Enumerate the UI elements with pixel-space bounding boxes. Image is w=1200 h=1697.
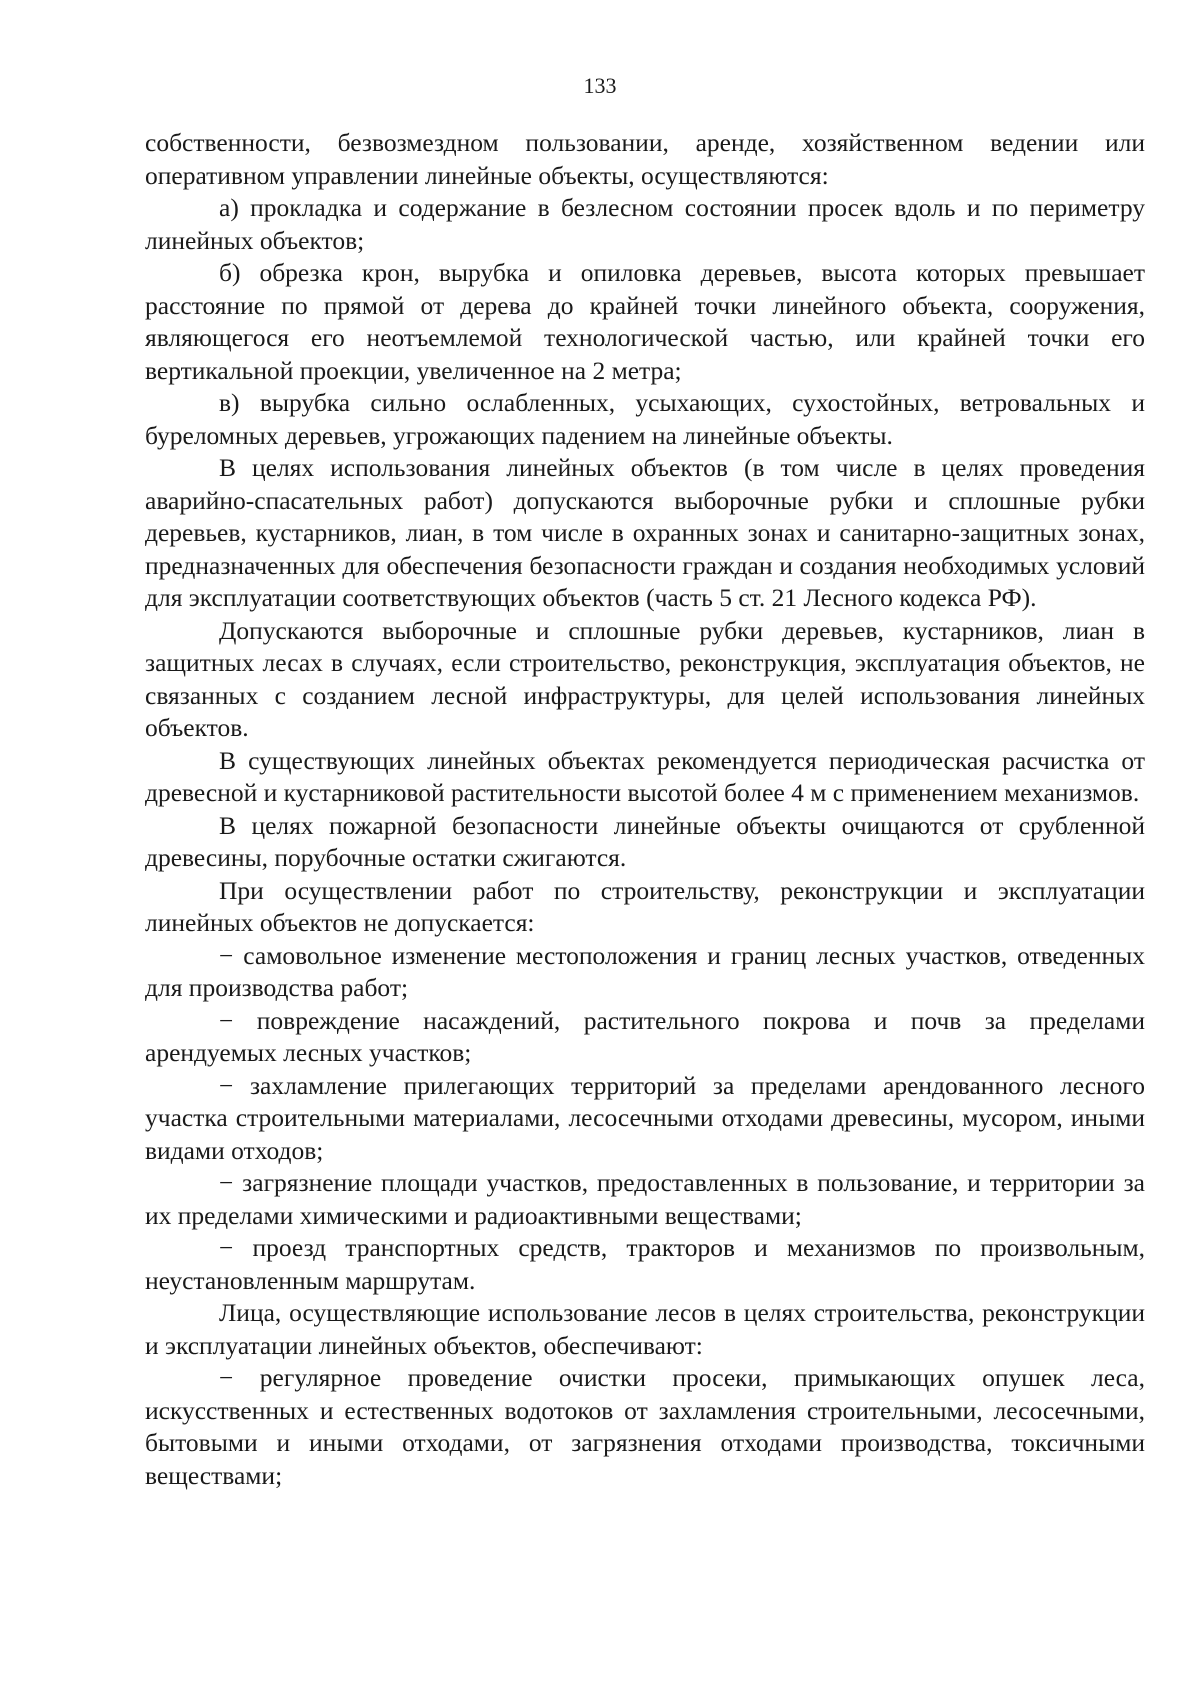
paragraph-protective-forests: Допускаются выборочные и сплошные рубки деревьев, кустарников, лиан в защитных лесах в случаях, если строительство, реконструкция, эксплуатация объектов, не связанных с созданием лесной инфраструктуры, для целей использования линейных объектов. [145, 615, 1145, 742]
paragraph-clearcut-purpose: В целях использования линейных объектов (в том числе в целях проведения аварийно-спасательных работ) допускаются выборочные рубки и сплошные рубки деревьев, кустарников, лиан, в том числе в охранных зонах и санитарно-защитных зонах, предназначенных для обеспечения безопасности граждан и создания необходимых условий для эксплуатации соответствующих объектов (часть 5 ст. 21 Лесного кодекса РФ). [145, 453, 1145, 612]
paragraph-periodic-clearing: В существующих линейных объектах рекомендуется периодическая расчистка от древесной и кустарниковой растительности высотой более 4 м с применением механизмов. [145, 745, 1145, 807]
paragraph-not-allowed-intro: При осуществлении работ по строительству, реконструкции и эксплуатации линейных объектов не допускается: [145, 875, 1145, 937]
paragraph-item-v: в) вырубка сильно ослабленных, усыхающих, сухостойных, ветровальных и буреломных деревьев, угрожающих падением на линейные объекты. [145, 388, 1145, 450]
paragraph-fire-safety: В целях пожарной безопасности линейные объекты очищаются от срубленной древесины, порубочные остатки сжигаются. [145, 810, 1145, 872]
paragraph-continuation: собственности, безвозмездном пользовании, аренде, хозяйственном ведении или оперативном управлении линейные объекты, осуществляются: [145, 128, 1145, 190]
page-number: 133 [583, 73, 617, 98]
paragraph-item-b: б) обрезка крон, вырубка и опиловка деревьев, высота которых превышает расстояние по прямой от дерева до крайней точки линейного объекта, сооружения, являющегося его неотъемлемой технологической частью, или крайней точки его вертикальной проекции, увеличенное на 2 метра; [145, 258, 1145, 385]
list-item-vehicle-passage: − проезд транспортных средств, тракторов и механизмов по произвольным, неустановленным маршрутам. [145, 1233, 1145, 1295]
list-item-littering: − захламление прилегающих территорий за пределами арендованного лесного участка строительными материалами, лесосечными отходами древесины, мусором, иными видами отходов; [145, 1070, 1145, 1165]
list-item-regular-cleaning: − регулярное проведение очистки просеки, примыкающих опушек леса, искусственных и естественных водотоков от захламления строительными, лесосечными, бытовыми и иными отходами, от загрязнения отходами производства, токсичными веществами; [145, 1363, 1145, 1490]
list-item-pollution: − загрязнение площади участков, предоставленных в пользование, и территории за их пределами химическими и радиоактивными веществами; [145, 1168, 1145, 1230]
list-item-boundary-change: − самовольное изменение местоположения и границ лесных участков, отведенных для производства работ; [145, 940, 1145, 1002]
list-item-damage: − повреждение насаждений, растительного покрова и почв за пределами арендуемых лесных участков; [145, 1005, 1145, 1067]
paragraph-item-a: а) прокладка и содержание в безлесном состоянии просек вдоль и по периметру линейных объектов; [145, 193, 1145, 255]
document-body [145, 127, 1145, 1492]
paragraph-obligations-intro: Лица, осуществляющие использование лесов в целях строительства, реконструкции и эксплуатации линейных объектов, обеспечивают: [145, 1298, 1145, 1360]
